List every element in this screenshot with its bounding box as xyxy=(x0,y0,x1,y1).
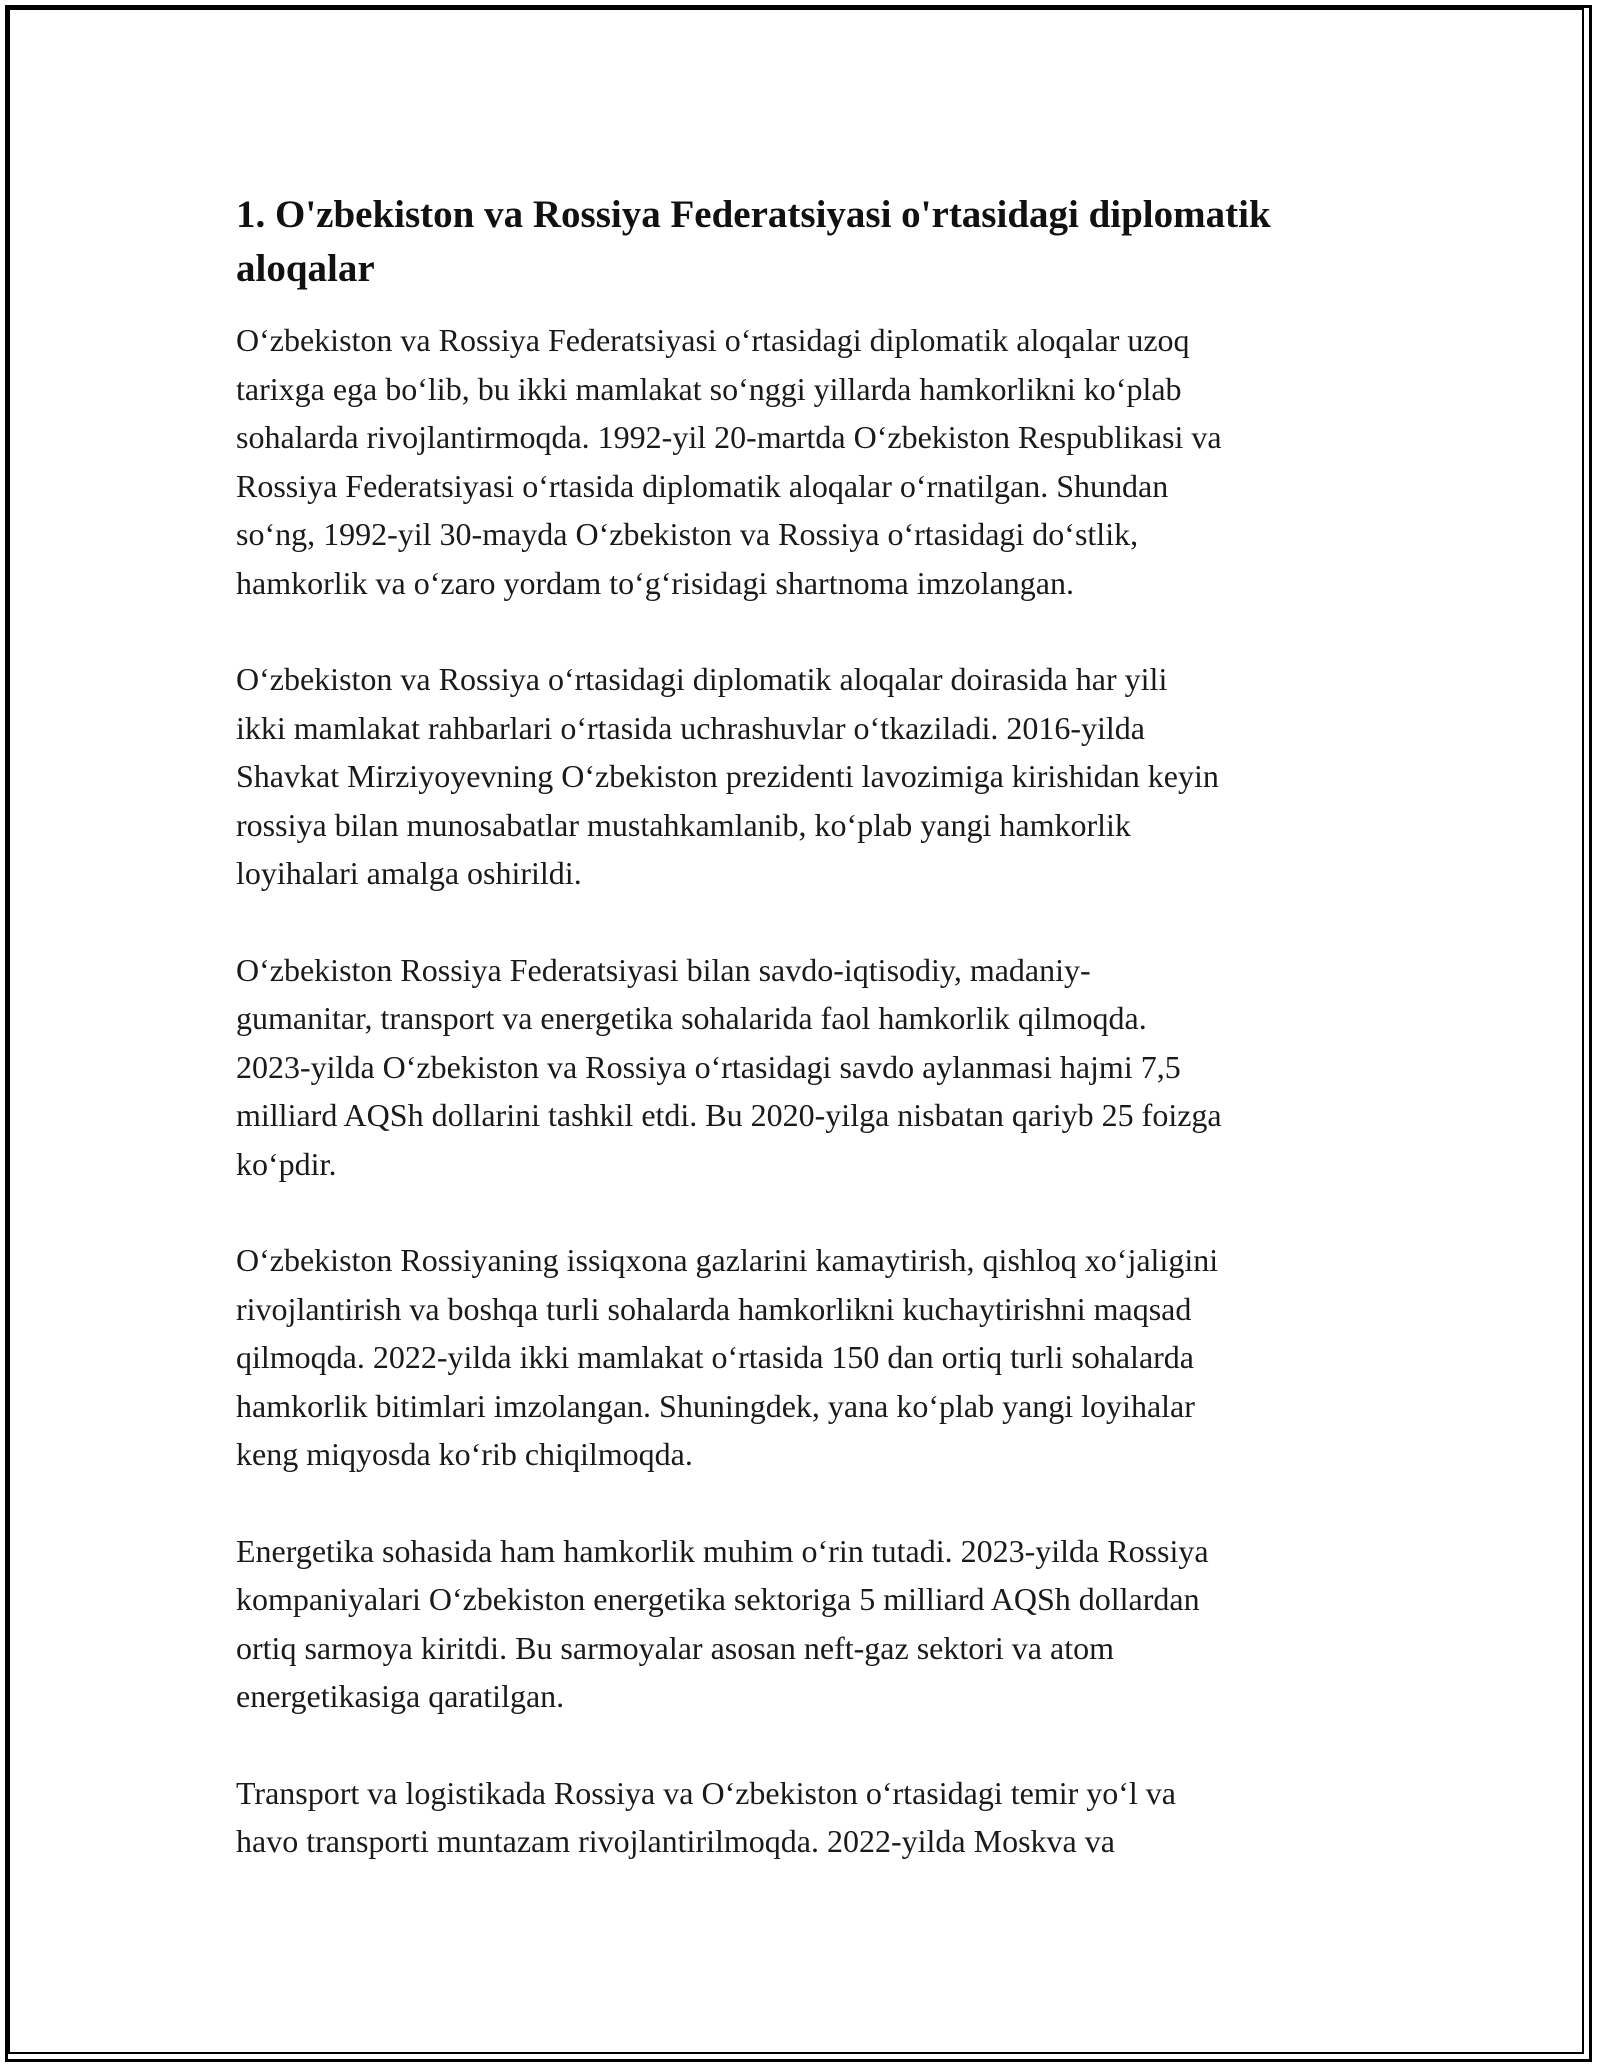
text-line: Shavkat Mirziyoyevning O‘zbekiston prezidenti lavozimiga kirishidan keyin xyxy=(236,758,1219,794)
text-line: hamkorlik va o‘zaro yordam to‘g‘risidagi shartnoma imzolangan. xyxy=(236,564,1074,601)
paragraph xyxy=(236,655,1376,898)
text-line: rivojlantirish va boshqa turli sohalarda hamkorlikni kuchaytirishni maqsad xyxy=(236,1290,1192,1327)
heading-line: 1. O'zbekiston va Rossiya Federatsiyasi o'rtasidagi diplomatik xyxy=(236,193,1271,236)
paragraph xyxy=(236,316,1376,607)
text-line: Energetika sohasida ham hamkorlik muhim o‘rin tutadi. 2023-yilda Rossiya xyxy=(236,1532,1209,1569)
document-body xyxy=(236,188,1376,1914)
paragraph xyxy=(236,1236,1376,1479)
text-line: tarixga ega bo‘lib, bu ikki mamlakat so‘nggi yillarda hamkorlikni ko‘plab xyxy=(236,370,1182,407)
text-line: rossiya bilan munosabatlar mustahkamlanib, ko‘plab yangi hamkorlik xyxy=(236,806,1131,843)
paragraph xyxy=(236,946,1376,1189)
text-line: havo transporti muntazam rivojlantirilmoqda. 2022-yilda Moskva va xyxy=(236,1823,1115,1859)
text-line: O‘zbekiston va Rossiya Federatsiyasi o‘rtasidagi diplomatik aloqalar uzoq xyxy=(236,322,1190,358)
text-line: qilmoqda. 2022-yilda ikki mamlakat o‘rtasida 150 dan ortiq turli sohalarda xyxy=(236,1339,1194,1375)
text-line: O‘zbekiston va Rossiya o‘rtasidagi diplomatik aloqalar doirasida har yili xyxy=(236,661,1168,697)
text-line: Transport va logistikada Rossiya va O‘zbekiston o‘rtasidagi temir yo‘l va xyxy=(236,1774,1176,1811)
text-line: ko‘pdir. xyxy=(236,1145,337,1182)
text-line: gumanitar, transport va energetika sohalarida faol hamkorlik qilmoqda. xyxy=(236,1000,1147,1036)
heading-line: aloqalar xyxy=(236,247,375,290)
paragraph xyxy=(236,1527,1376,1721)
text-line: energetikasiga qaratilgan. xyxy=(236,1678,565,1714)
text-line: milliard AQSh dollarini tashkil etdi. Bu 2020-yilga nisbatan qariyb 25 foizga xyxy=(236,1097,1222,1133)
text-line: 2023-yilda O‘zbekiston va Rossiya o‘rtasidagi savdo aylanmasi hajmi 7,5 xyxy=(236,1048,1181,1085)
text-line: loyihalari amalga oshirildi. xyxy=(236,855,582,891)
text-line: ortiq sarmoya kiritdi. Bu sarmoyalar asosan neft-gaz sektori va atom xyxy=(236,1629,1114,1666)
text-line: hamkorlik bitimlari imzolangan. Shuningdek, yana ko‘plab yangi loyihalar xyxy=(236,1387,1195,1424)
paragraph xyxy=(236,1769,1376,1866)
text-line: O‘zbekiston Rossiyaning issiqxona gazlarini kamaytirish, qishloq xo‘jaligini xyxy=(236,1242,1219,1278)
text-line: so‘ng, 1992-yil 30-mayda O‘zbekiston va Rossiya o‘rtasidagi do‘stlik, xyxy=(236,516,1139,552)
section-heading xyxy=(236,188,1376,296)
text-line: O‘zbekiston Rossiya Federatsiyasi bilan savdo-iqtisodiy, madaniy- xyxy=(236,951,1091,988)
text-line: kompaniyalari O‘zbekiston energetika sektoriga 5 milliard AQSh dollardan xyxy=(236,1581,1200,1617)
text-line: ikki mamlakat rahbarlari o‘rtasida uchrashuvlar o‘tkaziladi. 2016-yilda xyxy=(236,709,1145,746)
text-line: Rossiya Federatsiyasi o‘rtasida diplomatik aloqalar o‘rnatilgan. Shundan xyxy=(236,467,1169,504)
text-line: sohalarda rivojlantirmoqda. 1992-yil 20-martda O‘zbekiston Respublikasi va xyxy=(236,419,1222,455)
text-line: keng miqyosda ko‘rib chiqilmoqda. xyxy=(236,1436,693,1472)
